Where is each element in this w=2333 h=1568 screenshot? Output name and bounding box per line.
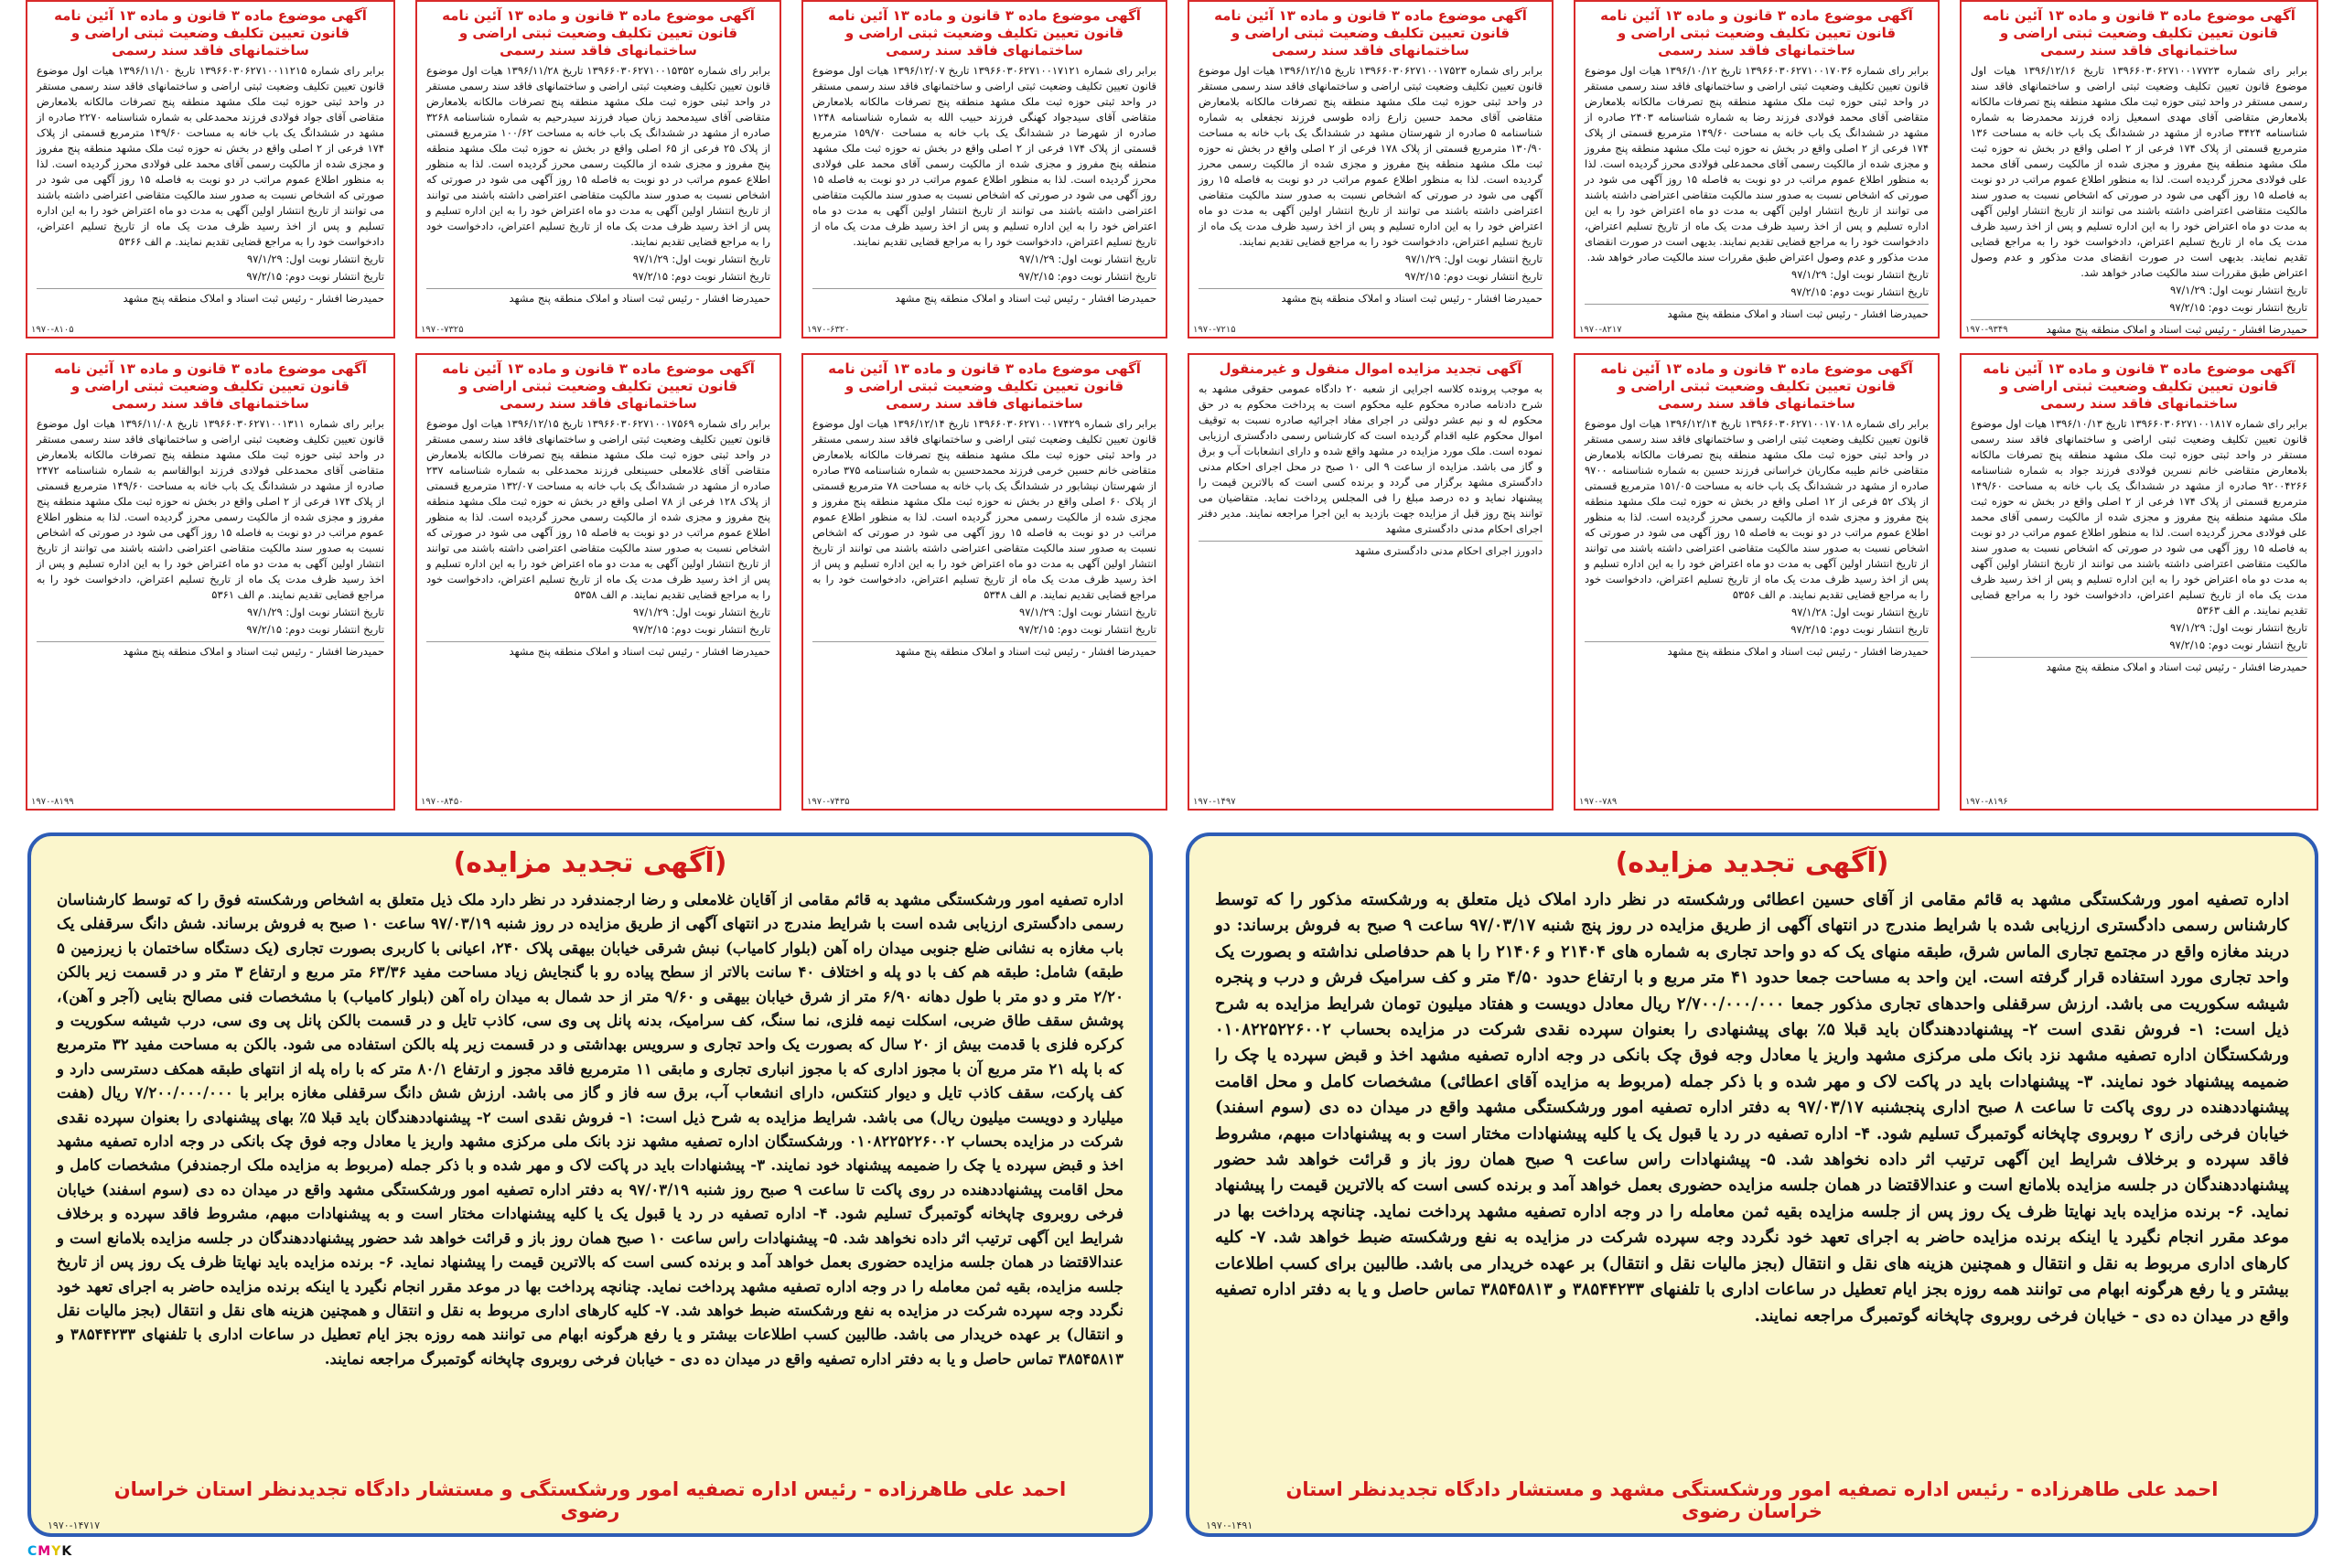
auction-notice-left: [27, 832, 1153, 1537]
notice-body: برابر رای شماره ۱۳۹۶۶۰۳۰۶۲۷۱۰۰۱۷۴۲۹ تاریخ ۱۳۹۶/۱۲/۱۴ هیات اول موضوع قانون تعیین تکلیف وضعیت ثبتی اراضی و ساختمانهای فاقد سند رسمی مستقر در واحد ثبتی حوزه ثبت ملک مشهد منطقه پنج تصرفات مالکانه بلامعارض متقاضی خانم حسین خرمی فرزند محمدحسین به شماره شناسنامه ۳۷۵ صادره از شهرستان نیشابور در ششدانگ یک باب خانه به مساحت ۷۸ مترمربع قسمتی از پلاک ۶۰ اصلی واقع در بخش نه حوزه ثبت ملک مشهد منطقه پنج مفروز و مجزی شده از مالکیت رسمی محرز گردیده است. لذا به منظور اطلاع عموم مراتب در دو نوبت به فاصله ۱۵ روز آگهی می شود در صورتی که اشخاص نسبت به صدور سند مالکیت متقاضی اعتراضی داشته باشند می توانند از تاریخ انتشار اولین آگهی به مدت دو ماه اعتراض خود را به این اداره تسلیم و پس از اخذ رسید ظرف مدت یک ماه از تاریخ تسلیم اعتراض، دادخواست خود را به مراجع قضایی تقدیم نمایند. م الف ۵۳۴۸: [812, 417, 1157, 601]
notice-code: ۱۹۷۰-۷۴۳۵: [807, 797, 850, 807]
notice-signature: حمیدرضا افشار - رئیس ثبت اسناد و املاک منطقه پنج مشهد: [1585, 304, 1929, 321]
notice-signature: دادورز اجرای احکام مدنی دادگستری مشهد: [1199, 541, 1543, 558]
notice-box: [1574, 353, 1940, 811]
notice-body: برابر رای شماره ۱۳۹۶۶۰۳۰۶۲۷۱۰۰۱۵۳۵۲ تاریخ ۱۳۹۶/۱۱/۲۸ هیات اول موضوع قانون تعیین تکلیف وضعیت ثبتی اراضی و ساختمانهای فاقد سند رسمی مستقر در واحد ثبتی حوزه ثبت ملک مشهد منطقه پنج تصرفات مالکانه بلامعارض متقاضی آقای سیدمحمد زبان صیاد فرزند سیدرحیم به شماره شناسنامه ۳۲۶۸ صادره از مشهد در ششدانگ یک باب خانه به مساحت ۱۰۰/۶۲ مترمربع قسمتی از پلاک ۲۵ فرعی از ۶۵ اصلی واقع در بخش نه حوزه ثبت ملک مشهد منطقه پنج مفروز و مجزی شده از مالکیت رسمی محرز گردیده است. لذا به منظور اطلاع عموم مراتب در دو نوبت به فاصله ۱۵ روز آگهی می شود در صورتی که اشخاص نسبت به صدور سند مالکیت متقاضی اعتراضی داشته باشند می توانند از تاریخ انتشار اولین آگهی به مدت دو ماه اعتراض خود را به این اداره تسلیم و پس از اخذ رسید ظرف مدت یک ماه از تاریخ تسلیم اعتراض، دادخواست خود را به مراجع قضایی تقدیم نمایند.: [426, 64, 771, 248]
auction-body: اداره تصفیه امور ورشکستگی مشهد به قائم مقامی از آقایان غلامعلی و رضا ارجمندفرد در نظر دارد ملک ذیل متعلق به اشخاص ورشکسته فوق را که توسط کارشناسان رسمی دادگستری ارزیابی شده است با شرایط مندرج در انتهای آگهی از طریق مزایده در روز شنبه ۹۷/۰۳/۱۹ ساعت ۱۰ صبح به فروش برساند. شش دانگ سرقفلی یک باب مغازه به نشانی ضلع جنوبی میدان راه آهن (بلوار کامیاب) نبش شرقی خیابان بیهقی پلاک ۲۴۰، اعیانی با کاربری بصورت تجاری (یک دستگاه ساختمان با زیرزمین ۵ طبقه) شامل: طبقه هم کف با دو پله و اختلاف ۴۰ سانت بالاتر از سطح پیاده رو با گنجایش زیاد مساحت مفید ۶۳/۳۶ متر مربع و ارتفاع ۳ متر و در قسمت زیر بالکن ۲/۲۰ متر و دو متر با طول دهانه ۶/۹۰ متر از شرق خیابان بیهقی و ۹/۶۰ متر از حد شمال به میدان راه آهن (بلوار کامیاب) با مشخصات فنی مصالح بنایی (آجر و آهن)، پوشش سقف طاق ضربی، اسکلت نیمه فلزی، نما سنگ، کف سرامیک، بدنه پانل پی وی سی، کاذب تایل و در قسمت بالکن پانل پی وی سی، درب شیشه سکوریت و کرکره فلزی با قدمت بیش از ۲۰ سال که بصورت یک واحد تجاری و سرویس بهداشتی و در قسمت زیر پله بالکن استفاده می شود. بالکن به مساحت مفید ۳۲ مترمربع که با پله ۲۱ متر مربع آن با مجوز اداری که با مجوز انباری تجاری و مابقی ۱۱ مترمربع فاقد مجوز و ارتفاع ۸۰/۱ متر که با راه پله از انتهای طبقه همکف دسترسی دارد و کف پارکت، سقف کاذب تایل و دیوار کنتکس، دارای انشعاب آب، برق سه فاز و گاز می باشد. ارزش شش دانگ سرقفلی مغازه برابر با ۷/۲۰۰/۰۰۰/۰۰۰ ریال (هفت میلیارد و دویست میلیون ریال) می باشد. شرایط مزایده به شرح ذیل است: ۱- فروش نقدی است ۲- پیشنهاددهندگان باید قبلا ۵٪ بهای پیشنهادی را بعنوان سپرده نقدی شرکت در مزایده بحساب ۰۱۰۸۲۲۵۲۲۶۰۰۲ ورشکستگان اداره تصفیه مشهد نزد بانک ملی مرکزی مشهد واریز یا معادل وجه فوق چک بانکی در وجه اداره تصفیه مشهد اخذ و قبض سپرده یا چک را ضمیمه پیشنهاد خود نمایند. ۳- پیشنهادات باید در پاکت لاک و مهر شده و با ذکر جمله (مربوط به مزایده ملک ارجمندفر) مشخصات کامل و محل اقامت پیشنهاددهنده در روی پاکت تا ساعت ۹ صبح روز شنبه ۹۷/۰۳/۱۹ به دفتر اداره تصفیه امور ورشکستگی مشهد واقع در میدان ده دی (سوم اسفند) خیابان فرخی روبروی چاپخانه گوتمبرگ تسلیم شود. ۴- اداره تصفیه در رد یا قبول یک یا کلیه پیشنهادات مختار است و به پیشنهادات مبهم، مشروط فاقد سپرده و برخلاف شرایط این آگهی ترتیب اثر داده نخواهد شد. ۵- پیشنهادات راس ساعت ۱۰ صبح همان روز باز و قرائت خواهد شد حضور پیشنهاددهندگان در جلسه مزایده بلامانع است و عندالاقتضا در همان جلسه مزایده حضوری بعمل خواهد آمد و برنده کسی است که بالاترین قیمت را پیشنهاد نماید. ۶- برنده مزایده باید نهایتا ظرف یک روز پس از تاریخ جلسه مزایده، بقیه ثمن معامله را در وجه اداره تصفیه مشهد پرداخت نماید. چنانچه پرداخت بها در موعد مقرر انجام نگیرد یا اینکه برنده مزایده حاضر به اجرای تعهد خود نگردد وجه سپرده شرکت در مزایده به نفع ورشکسته ضبط خواهد شد. ۷- کلیه کارهای اداری مربوط به نقل و انتقال و همچنین هزینه های نقل و انتقال (بجز مالیات نقل و انتقال) بر عهده خریدار می باشد. طالبین کسب اطلاعات بیشتر و یا رفع هرگونه ابهام می توانند همه روزه بجز ایام تعطیل در ساعات اداری با تلفنهای ۳۸۵۴۴۲۳۳ و ۳۸۵۴۵۸۱۳ تماس حاصل و یا به دفتر اداره تصفیه واقع در میدان ده دی - خیابان فرخی روبروی چاپخانه گوتمبرگ مراجعه نمایند.: [57, 890, 1124, 1368]
notice-box: [415, 353, 781, 811]
notice-code: ۱۹۷۰-۷۲۱۵: [1193, 325, 1236, 335]
notice-body: برابر رای شماره ۱۳۹۶۶۰۳۰۶۲۷۱۰۰۱۳۱۱ تاریخ ۱۳۹۶/۱۱/۰۸ هیات اول موضوع قانون تعیین تکلیف وضعیت ثبتی اراضی و ساختمانهای فاقد سند رسمی مستقر در واحد ثبتی حوزه ثبت ملک مشهد منطقه پنج تصرفات مالکانه بلامعارض متقاضی آقای محمدعلی فولادی فرزند ابوالقاسم به شماره شناسنامه ۲۴۷۲ صادره از مشهد در ششدانگ یک باب خانه به مساحت ۱۴۹/۶۰ مترمربع قسمتی از پلاک ۱۷۴ فرعی از ۲ اصلی واقع در بخش نه حوزه ثبت ملک مشهد منطقه پنج مفروز و مجزی شده از مالکیت رسمی محرز گردیده است. لذا به منظور اطلاع عموم مراتب در دو نوبت به فاصله ۱۵ روز آگهی می شود در صورتی که اشخاص نسبت به صدور سند مالکیت متقاضی اعتراضی داشته باشند می توانند از تاریخ انتشار اولین آگهی به مدت دو ماه اعتراض خود را به این اداره تسلیم و پس از اخذ رسید ظرف مدت یک ماه از تاریخ تسلیم اعتراض، دادخواست خود را به مراجع قضایی تقدیم نمایند. م الف ۵۳۶۱: [37, 417, 384, 601]
auction-code: ۱۹۷۰-۱۴۷۱۷: [48, 1520, 101, 1531]
notice-date-second: تاریخ انتشار نوبت دوم: ۹۷/۲/۱۵: [632, 270, 770, 283]
notice-box: [1188, 353, 1554, 811]
notice-signature: حمیدرضا افشار - رئیس ثبت اسناد و املاک منطقه پنج مشهد: [1971, 319, 2307, 337]
notice-signature: حمیدرضا افشار - رئیس ثبت اسناد و املاک منطقه پنج مشهد: [426, 288, 770, 306]
auction-notice-right: [1186, 832, 2318, 1537]
notice-body: برابر رای شماره ۱۳۹۶۶۰۳۰۶۲۷۱۰۰۱۷۵۲۳ تاریخ ۱۳۹۶/۱۲/۱۵ هیات اول موضوع قانون تعیین تکلیف وضعیت ثبتی اراضی و ساختمانهای فاقد سند رسمی مستقر در واحد ثبتی حوزه ثبت ملک مشهد منطقه پنج تصرفات مالکانه بلامعارض متقاضی آقای محمد حسین زارع زاده طوسی فرزند نجفعلی به شماره شناسنامه ۵ صادره از شهرستان مشهد در ششدانگ یک باب خانه به مساحت ۱۳۰/۹۰ مترمربع قسمتی از پلاک ۱۷۸ فرعی از ۲ اصلی واقع در بخش نه حوزه ثبت ملک مشهد منطقه پنج مفروز و مجزی شده از مالکیت رسمی محرز گردیده است. لذا به منظور اطلاع عموم مراتب در دو نوبت به فاصله ۱۵ روز آگهی می شود در صورتی که اشخاص نسبت به صدور سند مالکیت متقاضی اعتراضی داشته باشند می توانند از تاریخ انتشار اولین آگهی به مدت دو ماه اعتراض خود را به این اداره تسلیم و پس از اخذ رسید ظرف مدت یک ماه از تاریخ تسلیم اعتراض، دادخواست خود را به مراجع قضایی تقدیم نمایند.: [1199, 64, 1543, 248]
notice-title: آگهی موضوع ماده ۳ قانون و ماده ۱۳ آئین نامه قانون تعیین تکلیف وضعیت ثبتی اراضی و ساختمانهای فاقد سند رسمی: [1214, 7, 1527, 59]
notice-code: ۱۹۷۰-۸۱۰۵: [31, 325, 74, 335]
notice-date-second: تاریخ انتشار نوبت دوم: ۹۷/۲/۱۵: [2169, 639, 2307, 651]
auction-body: اداره تصفیه امور ورشکستگی مشهد به قائم مقامی از آقای حسین اعطائی ورشکسته در نظر دارد املاک ذیل متعلق به ورشکسته مذکور را که توسط کارشناس رسمی دادگستری ارزیابی شده با شرایط مندرج در انتهای آگهی از طریق مزایده در روز پنج شنبه ۹۷/۰۳/۱۷ ساعت ۹ صبح به فروش برساند: دو دربند مغازه واقع در مجتمع تجاری الماس شرق، طبقه منهای یک که دو واحد تجاری به شماره های ۲۱۴۰۴ و ۲۱۴۰۶ را با هم حدفاصلی نداشته و بصورت یک واحد تجاری مورد استفاده قرار گرفته است. این واحد به مساحت جمعا حدود ۴۱ متر مربع و با ارتفاع حدود ۴/۵۰ متر و کف سرامیک فرش و درب و پنجره شیشه سکوریت می باشد. ارزش سرقفلی واحدهای تجاری مذکور جمعا ۲/۷۰۰/۰۰۰/۰۰۰ ریال معادل دویست و هفتاد میلیون تومان شرایط مزایده به شرح ذیل است: ۱- فروش نقدی است ۲- پیشنهاددهندگان باید قبلا ۵٪ بهای پیشنهادی را بعنوان سپرده نقدی شرکت در مزایده بحساب ۰۱۰۸۲۲۵۲۲۶۰۰۲ ورشکستگان اداره تصفیه مشهد نزد بانک ملی مرکزی مشهد واریز یا معادل وجه فوق چک بانکی در وجه اداره تصفیه مشهد اخذ و قبض سپرده یا چک را ضمیمه پیشنهاد خود نمایند. ۳- پیشنهادات باید در پاکت لاک و مهر شده و با ذکر جمله (مربوط به مزایده آقای اعطائی) مشخصات کامل و محل اقامت پیشنهاددهنده در روی پاکت تا ساعت ۸ صبح اداری پنجشنبه ۹۷/۰۳/۱۷ به دفتر اداره تصفیه امور ورشکستگی مشهد واقع در میدان ده دی (سوم اسفند) خیابان فرخی رازی ۲ روبروی چاپخانه گوتمبرگ تسلیم شود. ۴- اداره تصفیه در رد یا قبول یک یا کلیه پیشنهادات مختار است و به پیشنهادات مبهم، مشروط فاقد سپرده و برخلاف شرایط این آگهی ترتیب اثر داده نخواهد شد. ۵- پیشنهادات راس ساعت ۹ صبح همان روز باز و قرائت خواهد شد حضور پیشنهاددهندگان در جلسه مزایده بلامانع است و عندالاقتضا در همان جلسه مزایده حضوری بعمل خواهد آمد و برنده کسی است که بالاترین قیمت را پیشنهاد نماید. ۶- برنده مزایده باید نهایتا ظرف یک روز پس از جلسه مزایده بقیه ثمن معامله را در وجه اداره تصفیه مشهد پرداخت نماید. چنانچه پرداخت بها در موعد مقرر انجام نگیرد یا اینکه برنده مزایده حاضر به اجرای تعهد خود نگردد وجه سپرده شرکت در مزایده به نفع ورشکسته ضبط خواهد شد. ۷- کلیه کارهای اداری مربوط به نقل و انتقال و همچنین هزینه های نقل و انتقال (بجز مالیات نقل و انتقال) بر عهده خریدار می باشد. طالبین برای کسب اطلاعات بیشتر و یا رفع هرگونه ابهام می توانند همه روزه بجز ایام تعطیل در ساعات اداری با تلفنهای ۳۸۵۴۴۲۳۳ و ۳۸۵۴۵۸۱۳ تماس حاصل و یا به دفتر اداره تصفیه واقع در میدان ده دی - خیابان فرخی روبروی چاپخانه گوتمبرگ مراجعه نمایند.: [1215, 890, 2290, 1326]
notice-title: آگهی موضوع ماده ۳ قانون و ماده ۱۳ آئین نامه قانون تعیین تکلیف وضعیت ثبتی اراضی و ساختمانهای فاقد سند رسمی: [1983, 360, 2295, 412]
notice-signature: حمیدرضا افشار - رئیس ثبت اسناد و املاک منطقه پنج مشهد: [1971, 657, 2307, 674]
notice-date-second: تاریخ انتشار نوبت دوم: ۹۷/۲/۱۵: [632, 623, 770, 636]
notice-code: ۱۹۷۰-۸۴۵۰: [421, 797, 464, 807]
notice-box: [801, 353, 1167, 811]
notice-body: برابر رای شماره ۱۳۹۶۶۰۳۰۶۲۷۱۰۰۱۸۱۷ تاریخ ۱۳۹۶/۱۰/۱۳ هیات اول موضوع قانون تعیین تکلیف وضعیت ثبتی اراضی و ساختمانهای فاقد سند رسمی مستقر در واحد ثبتی حوزه ثبت ملک مشهد منطقه پنج تصرفات مالکانه بلامعارض متقاضی خانم نسرین فولادی فرزند جواد به شماره شناسنامه ۹۲۰۰۴۲۶۶ صادره از مشهد در ششدانگ یک باب خانه به مساحت ۱۴۹/۶۰ مترمربع قسمتی از پلاک ۱۷۴ فرعی از ۲ اصلی واقع در بخش نه حوزه ثبت ملک مشهد منطقه پنج مفروز و مجزی شده از مالکیت رسمی آقای محمد علی فولادی محرز گردیده است. لذا به منظور اطلاع عموم مراتب در دو نوبت به فاصله ۱۵ روز آگهی می شود در صورتی که اشخاص نسبت به صدور سند مالکیت متقاضی اعتراضی داشته باشند می توانند از تاریخ انتشار اولین آگهی به مدت دو ماه اعتراض خود را به این اداره تسلیم و پس از اخذ رسید ظرف مدت یک ماه از تاریخ تسلیم اعتراض، دادخواست خود را به مراجع قضایی تقدیم نمایند. م الف ۵۳۶۳: [1971, 417, 2307, 617]
notice-code: ۱۹۷۰-۹۳۴۹: [1965, 325, 2008, 335]
notice-code: ۱۹۷۰-۷۸۹: [1579, 797, 1618, 807]
notice-date-second: تاریخ انتشار نوبت دوم: ۹۷/۲/۱۵: [1404, 270, 1543, 283]
notice-box: [26, 0, 395, 338]
notice-title: آگهی موضوع ماده ۳ قانون و ماده ۱۳ آئین نامه قانون تعیین تکلیف وضعیت ثبتی اراضی و ساختمانهای فاقد سند رسمی: [1600, 360, 1913, 412]
notice-title: آگهی موضوع ماده ۳ قانون و ماده ۱۳ آئین نامه قانون تعیین تکلیف وضعیت ثبتی اراضی و ساختمانهای فاقد سند رسمی: [1983, 7, 2295, 59]
notice-title: آگهی موضوع ماده ۳ قانون و ماده ۱۳ آئین نامه قانون تعیین تکلیف وضعیت ثبتی اراضی و ساختمانهای فاقد سند رسمی: [828, 360, 1141, 412]
notice-box: [415, 0, 781, 338]
notice-date-first: تاریخ انتشار نوبت اول: ۹۷/۱/۲۹: [2170, 621, 2307, 634]
notice-signature: حمیدرضا افشار - رئیس ثبت اسناد و املاک منطقه پنج مشهد: [426, 641, 770, 659]
notice-date-second: تاریخ انتشار نوبت دوم: ۹۷/۲/۱۵: [1790, 285, 1929, 298]
notice-body: برابر رای شماره ۱۳۹۶۶۰۳۰۶۲۷۱۰۰۱۷۷۲۳ تاریخ ۱۳۹۶/۱۲/۱۶ هیات اول موضوع قانون تعیین تکلیف وضعیت ثبتی اراضی و ساختمانهای فاقد سند رسمی مستقر در واحد ثبتی حوزه ثبت ملک مشهد منطقه پنج تصرفات مالکانه بلامعارض متقاضی آقای مهدی اسمعیل زاده فرزند محمدرضا به شماره شناسنامه ۳۴۲۴ صادره از مشهد در ششدانگ یک باب خانه به مساحت ۱۳۶ مترمربع قسمتی از پلاک ۱۷۴ فرعی از ۲ اصلی واقع در بخش نه حوزه ثبت ملک مشهد منطقه پنج مفروز و مجزی شده از مالکیت رسمی آقای محمد علی فولادی محرز گردیده است. لذا به منظور اطلاع عموم مراتب در دو نوبت به فاصله ۱۵ روز آگهی می شود در صورتی که اشخاص نسبت به صدور سند مالکیت متقاضی اعتراضی داشته باشند می توانند از تاریخ انتشار اولین آگهی به مدت دو ماه اعتراض خود را به این اداره تسلیم و پس از اخذ رسید ظرف مدت یک ماه از تاریخ تسلیم اعتراض، دادخواست خود را به مراجع قضایی تقدیم نمایند. بدیهی است در صورت انقضای مدت مذکور و عدم وصول اعتراض طبق مقررات سند مالکیت صادر خواهد شد.: [1971, 64, 2308, 279]
notice-title: آگهی تجدید مزایده اموال منقول و غیرمنقول: [1219, 360, 1522, 377]
notice-box: [1574, 0, 1940, 338]
notice-code: ۱۹۷۰-۷۳۲۵: [421, 325, 464, 335]
notice-title: آگهی موضوع ماده ۳ قانون و ماده ۱۳ آئین نامه قانون تعیین تکلیف وضعیت ثبتی اراضی و ساختمانهای فاقد سند رسمی: [442, 360, 755, 412]
notice-code: ۱۹۷۰-۸۱۹۶: [1965, 797, 2008, 807]
auction-signature: احمد علی طاهرزاده - رئیس اداره تصفیه امور ورشکستگی مشهد و مستشار دادگاه تجدیدنظر استان خراسان رضوی: [1285, 1478, 2219, 1522]
notice-date-first: تاریخ انتشار نوبت اول: ۹۷/۱/۲۹: [1791, 268, 1929, 281]
notice-date-first: تاریخ انتشار نوبت اول: ۹۷/۱/۲۹: [1019, 606, 1156, 618]
notice-code: ۱۹۷۰-۸۲۱۷: [1579, 325, 1622, 335]
notice-date-first: تاریخ انتشار نوبت اول: ۹۷/۱/۲۹: [1019, 252, 1156, 265]
notice-date-first: تاریخ انتشار نوبت اول: ۹۷/۱/۲۹: [2170, 284, 2307, 296]
notice-body: برابر رای شماره ۱۳۹۶۶۰۳۰۶۲۷۱۰۰۱۷۱۲۱ تاریخ ۱۳۹۶/۱۲/۰۷ هیات اول موضوع قانون تعیین تکلیف وضعیت ثبتی اراضی و ساختمانهای فاقد سند رسمی مستقر در واحد ثبتی حوزه ثبت ملک مشهد منطقه پنج تصرفات مالکانه بلامعارض متقاضی آقای سیدجواد کهنگی فرزند حبیب الله به شماره شناسنامه ۱۲۴۸ صادره از شهرضا در ششدانگ یک باب خانه به مساحت ۱۵۹/۷۰ مترمربع قسمتی از پلاک ۱۷۴ فرعی از ۲ اصلی واقع در بخش نه حوزه ثبت ملک مشهد منطقه پنج مفروز و مجزی شده از مالکیت رسمی آقای محمد علی فولادی محرز گردیده است. لذا به منظور اطلاع عموم مراتب در دو نوبت به فاصله ۱۵ روز آگهی می شود در صورتی که اشخاص نسبت به صدور سند مالکیت متقاضی اعتراضی داشته باشند می توانند از تاریخ انتشار اولین آگهی به مدت دو ماه اعتراض خود را به این اداره تسلیم و پس از اخذ رسید ظرف مدت یک ماه از تاریخ تسلیم اعتراض، دادخواست خود را به مراجع قضایی تقدیم نمایند.: [812, 64, 1157, 248]
notice-signature: حمیدرضا افشار - رئیس ثبت اسناد و املاک منطقه پنج مشهد: [1199, 288, 1543, 306]
notice-date-second: تاریخ انتشار نوبت دوم: ۹۷/۲/۱۵: [246, 270, 384, 283]
notice-date-second: تاریخ انتشار نوبت دوم: ۹۷/۲/۱۵: [2169, 301, 2307, 314]
notice-signature: حمیدرضا افشار - رئیس ثبت اسناد و املاک منطقه پنج مشهد: [1585, 641, 1929, 659]
notice-title: آگهی موضوع ماده ۳ قانون و ماده ۱۳ آئین نامه قانون تعیین تکلیف وضعیت ثبتی اراضی و ساختمانهای فاقد سند رسمی: [442, 7, 755, 59]
notice-date-second: تاریخ انتشار نوبت دوم: ۹۷/۲/۱۵: [1790, 623, 1929, 636]
auction-title: (آگهی تجدید مزایده): [453, 847, 727, 879]
auction-signature: احمد علی طاهرزاده - رئیس اداره تصفیه امور ورشکستگی و مستشار دادگاه تجدیدنظر استان خراسان رضوی: [113, 1478, 1067, 1522]
notice-signature: حمیدرضا افشار - رئیس ثبت اسناد و املاک منطقه پنج مشهد: [37, 288, 384, 306]
auction-code: ۱۹۷۰-۱۴۹۱: [1206, 1520, 1253, 1531]
notice-date-second: تاریخ انتشار نوبت دوم: ۹۷/۲/۱۵: [1018, 623, 1156, 636]
notice-box: [1960, 0, 2318, 338]
notice-box: [1960, 353, 2318, 811]
notice-box: [801, 0, 1167, 338]
notice-signature: حمیدرضا افشار - رئیس ثبت اسناد و املاک منطقه پنج مشهد: [812, 288, 1156, 306]
notice-title: آگهی موضوع ماده ۳ قانون و ماده ۱۳ آئین نامه قانون تعیین تکلیف وضعیت ثبتی اراضی و ساختمانهای فاقد سند رسمی: [54, 7, 367, 59]
notice-date-first: تاریخ انتشار نوبت اول: ۹۷/۱/۲۹: [247, 252, 384, 265]
notice-code: ۱۹۷۰-۱۴۹۷: [1193, 797, 1236, 807]
notice-box: [1188, 0, 1554, 338]
notice-body: برابر رای شماره ۱۳۹۶۶۰۳۰۶۲۷۱۰۰۱۷۵۶۹ تاریخ ۱۳۹۶/۱۲/۱۵ هیات اول موضوع قانون تعیین تکلیف وضعیت ثبتی اراضی و ساختمانهای فاقد سند رسمی مستقر در واحد ثبتی حوزه ثبت ملک مشهد منطقه پنج تصرفات مالکانه بلامعارض متقاضی آقای غلامعلی حسینعلی فرزند محمدعلی به شماره شناسنامه ۲۳۷ صادره از مشهد در ششدانگ یک باب خانه به مساحت ۱۳۲/۰۷ مترمربع قسمتی از پلاک ۱۲۸ فرعی از ۷۸ اصلی واقع در بخش نه حوزه ثبت ملک مشهد منطقه پنج مفروز و مجزی شده از مالکیت رسمی محرز گردیده است. لذا به منظور اطلاع عموم مراتب در دو نوبت به فاصله ۱۵ روز آگهی می شود در صورتی که اشخاص نسبت به صدور سند مالکیت متقاضی اعتراضی داشته باشند می توانند از تاریخ انتشار اولین آگهی به مدت دو ماه اعتراض خود را به این اداره تسلیم و پس از اخذ رسید ظرف مدت یک ماه از تاریخ تسلیم اعتراض، دادخواست خود را به مراجع قضایی تقدیم نمایند. م الف ۵۳۵۸: [426, 417, 771, 601]
notice-body: به موجب پرونده کلاسه اجرایی از شعبه ۲۰ دادگاه عمومی حقوقی مشهد به شرح دادنامه صادره محکوم علیه محکوم است به پرداخت محکوم به در حق محکوم له و نیم عشر دولتی در اجرای مفاد اجرائیه صادره نسبت به توقیف اموال محکوم علیه اقدام گردیده است که کارشناس رسمی دادگستری ارزیابی نموده است. ملک مورد مزایده در مشهد واقع شده و دارای انشعابات آب و برق و گاز می باشد. مزایده از ساعت ۹ الی ۱۰ صبح در محل اجرای احکام مدنی دادگستری مشهد برگزار می گردد و برنده کسی است که بالاترین قیمت را پیشنهاد نماید و ده درصد مبلغ را فی المجلس پرداخت نماید. متقاضیان می توانند پنج روز قبل از مزایده جهت بازدید به این اجرا مراجعه نمایند. مدیر دفتر اجرای احکام مدنی دادگستری مشهد: [1199, 382, 1543, 535]
notice-body: برابر رای شماره ۱۳۹۶۶۰۳۰۶۲۷۱۰۰۱۷۰۱۸ تاریخ ۱۳۹۶/۱۲/۱۴ هیات اول موضوع قانون تعیین تکلیف وضعیت ثبتی اراضی و ساختمانهای فاقد سند رسمی مستقر در واحد ثبتی حوزه ثبت ملک مشهد منطقه پنج تصرفات مالکانه بلامعارض متقاضی خانم طیبه مکاریان خراسانی فرزند حسین به شماره شناسنامه ۹۷۰۰ صادره از مشهد در ششدانگ یک باب خانه به مساحت ۱۵۱/۰۵ مترمربع قسمتی از پلاک ۵۲ فرعی از ۱۲ اصلی واقع در بخش نه حوزه ثبت ملک مشهد منطقه پنج مفروز و مجزی شده از مالکیت رسمی محرز گردیده است. لذا به منظور اطلاع عموم مراتب در دو نوبت به فاصله ۱۵ روز آگهی می شود در صورتی که اشخاص نسبت به صدور سند مالکیت متقاضی اعتراضی داشته باشند می توانند از تاریخ انتشار اولین آگهی به مدت دو ماه اعتراض خود را به این اداره تسلیم و پس از اخذ رسید ظرف مدت یک ماه از تاریخ تسلیم اعتراض، دادخواست خود را به مراجع قضایی تقدیم نمایند. م الف ۵۳۵۶: [1585, 417, 1930, 601]
notice-signature: حمیدرضا افشار - رئیس ثبت اسناد و املاک منطقه پنج مشهد: [37, 641, 384, 659]
notice-body: برابر رای شماره ۱۳۹۶۶۰۳۰۶۲۷۱۰۰۱۷۰۳۶ تاریخ ۱۳۹۶/۱۰/۱۲ هیات اول موضوع قانون تعیین تکلیف وضعیت ثبتی اراضی و ساختمانهای فاقد سند رسمی مستقر در واحد ثبتی حوزه ثبت ملک مشهد منطقه پنج تصرفات مالکانه بلامعارض متقاضی آقای محمد فولادی فرزند رضا به شماره شناسنامه ۲۴۰۳ صادره از مشهد در ششدانگ یک باب خانه به مساحت ۱۴۹/۶۰ مترمربع قسمتی از پلاک ۱۷۴ فرعی از ۲ اصلی واقع در بخش نه حوزه ثبت ملک مشهد منطقه پنج مفروز و مجزی شده از مالکیت رسمی آقای محمدعلی فولادی محرز گردیده است. لذا به منظور اطلاع عموم مراتب در دو نوبت به فاصله ۱۵ روز آگهی می شود در صورتی که اشخاص نسبت به صدور سند مالکیت متقاضی اعتراضی داشته باشند می توانند از تاریخ انتشار اولین آگهی به مدت دو ماه اعتراض خود را به این اداره تسلیم و پس از اخذ رسید ظرف مدت یک ماه از تاریخ تسلیم اعتراض، دادخواست خود را به مراجع قضایی تقدیم نمایند. بدیهی است در صورت انقضای مدت مذکور و عدم وصول اعتراض طبق مقررات سند مالکیت صادر خواهد شد.: [1585, 64, 1929, 263]
cmyk-print-mark: CMYK: [27, 1544, 73, 1559]
notice-body: برابر رای شماره ۱۳۹۶۶۰۳۰۶۲۷۱۰۰۱۱۲۱۵ تاریخ ۱۳۹۶/۱۱/۱۰ هیات اول موضوع قانون تعیین تکلیف وضعیت ثبتی اراضی و ساختمانهای فاقد سند رسمی مستقر در واحد ثبتی حوزه ثبت ملک مشهد منطقه پنج تصرفات مالکانه بلامعارض متقاضی آقای جواد فولادی فرزند محمدعلی به شماره شناسنامه ۲۲۷۰ صادره از مشهد در ششدانگ یک باب خانه به مساحت ۱۴۹/۶۰ مترمربع قسمتی از پلاک ۱۷۴ فرعی از ۲ اصلی واقع در بخش نه حوزه ثبت ملک مشهد منطقه پنج مفروز و مجزی شده از مالکیت رسمی آقای محمد علی فولادی محرز گردیده است. لذا به منظور اطلاع عموم مراتب در دو نوبت به فاصله ۱۵ روز آگهی می شود در صورتی که اشخاص نسبت به صدور سند مالکیت متقاضی اعتراضی داشته باشند می توانند از تاریخ انتشار اولین آگهی به مدت دو ماه اعتراض خود را به این اداره تسلیم و پس از اخذ رسید ظرف مدت یک ماه از تاریخ تسلیم اعتراض، دادخواست خود را به مراجع قضایی تقدیم نمایند. م الف ۵۳۶۶: [37, 64, 384, 248]
notice-date-first: تاریخ انتشار نوبت اول: ۹۷/۱/۲۸: [1791, 606, 1929, 618]
notice-date-second: تاریخ انتشار نوبت دوم: ۹۷/۲/۱۵: [246, 623, 384, 636]
notice-code: ۱۹۷۰-۶۳۲۰: [807, 325, 850, 335]
notice-title: آگهی موضوع ماده ۳ قانون و ماده ۱۳ آئین نامه قانون تعیین تکلیف وضعیت ثبتی اراضی و ساختمانهای فاقد سند رسمی: [54, 360, 367, 412]
notice-title: آگهی موضوع ماده ۳ قانون و ماده ۱۳ آئین نامه قانون تعیین تکلیف وضعیت ثبتی اراضی و ساختمانهای فاقد سند رسمی: [828, 7, 1141, 59]
notice-date-first: تاریخ انتشار نوبت اول: ۹۷/۱/۲۹: [633, 252, 770, 265]
notice-date-second: تاریخ انتشار نوبت دوم: ۹۷/۲/۱۵: [1018, 270, 1156, 283]
notice-date-first: تاریخ انتشار نوبت اول: ۹۷/۱/۲۹: [247, 606, 384, 618]
auction-title: (آگهی تجدید مزایده): [1615, 847, 1889, 879]
notice-code: ۱۹۷۰-۸۱۹۹: [31, 797, 74, 807]
notice-signature: حمیدرضا افشار - رئیس ثبت اسناد و املاک منطقه پنج مشهد: [812, 641, 1156, 659]
notice-box: [26, 353, 395, 811]
notice-date-first: تاریخ انتشار نوبت اول: ۹۷/۱/۲۹: [1405, 252, 1543, 265]
notice-date-first: تاریخ انتشار نوبت اول: ۹۷/۱/۲۹: [633, 606, 770, 618]
notice-title: آگهی موضوع ماده ۳ قانون و ماده ۱۳ آئین نامه قانون تعیین تکلیف وضعیت ثبتی اراضی و ساختمانهای فاقد سند رسمی: [1600, 7, 1913, 59]
